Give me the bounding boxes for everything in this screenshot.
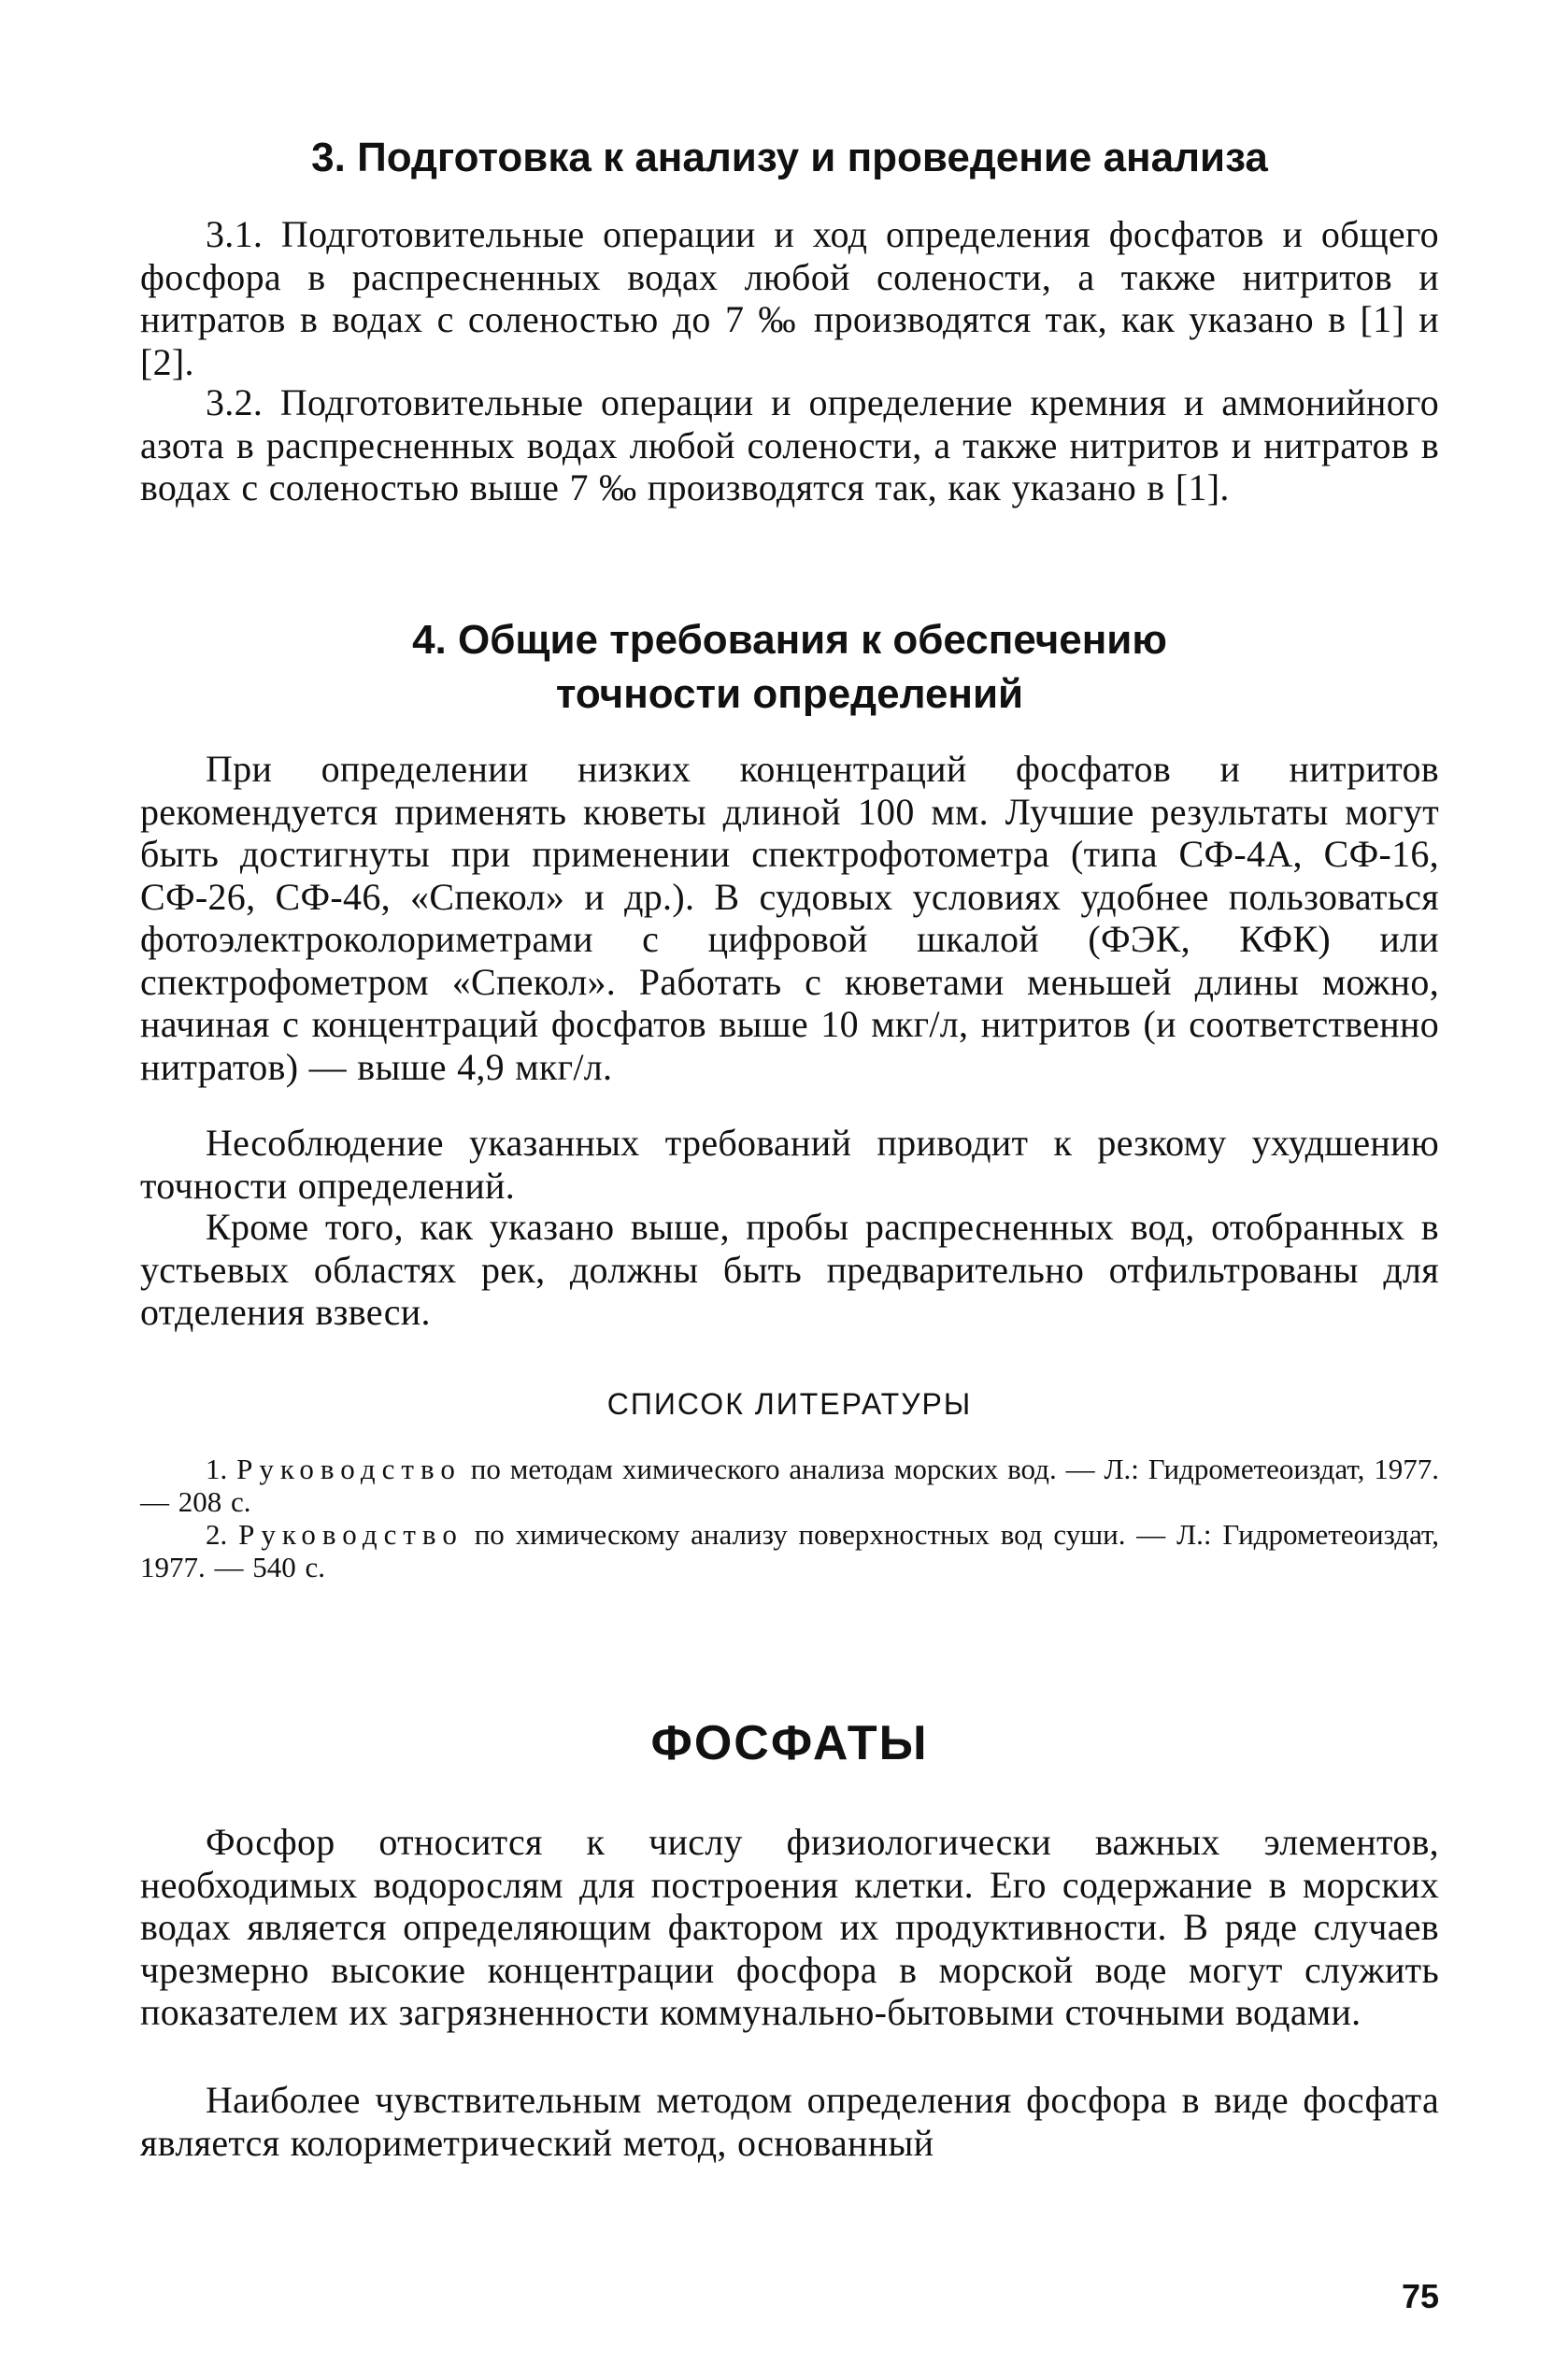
reference-author: Руководство	[236, 1453, 462, 1485]
reference-item	[140, 1518, 1439, 1583]
references-title: СПИСОК ЛИТЕРАТУРЫ	[606, 1387, 973, 1421]
phosphates-paragraph-2-block	[140, 2079, 1439, 2164]
reference-text: по методам химического анализа морских вод. — Л.: Гидрометеоиздат, 1977. — 208 с.	[140, 1453, 1440, 1518]
section-4-paragraph-1: При определении низких концентраций фосфатов и нитритов рекомендуется применять кюветы длиной 100 мм. Лучшие результаты могут быть достигнуты при применении спектрофотометра (типа СФ-4А, СФ-16, СФ-26, СФ-46, «Спекол» и др.). В судовых условиях удобнее пользоваться фотоэлектроколориметрами с цифровой шкалой (ФЭК, КФК) или спектрофометром «Спекол». Работать с кюветами меньшей длины можно, начиная с концентраций фосфатов выше 10 мкг/л, нитритов (и соответственно нитратов) — выше 4,9 мкг/л.	[140, 748, 1439, 1088]
phosphates-paragraph-1-block	[140, 1821, 1439, 2034]
section-4-paragraph-3-block	[140, 1206, 1439, 1334]
section-3-paragraph-2: 3.2. Подготовительные операции и определение кремния и аммонийного азота в распресненных водах любой солености, а также нитритов и нитратов в водах с соленостью выше 7 ‰ производятся так, как указано в [1].	[140, 381, 1439, 508]
reference-number: 1.	[206, 1453, 228, 1485]
section-4-paragraph-1-block	[140, 748, 1439, 1088]
phosphates-paragraph-1: Фосфор относится к числу физиологически важных элементов, необходимых водорослям для построения клетки. Его содержание в морских водах является определяющим фактором их продуктивности. В ряде случаев чрезмерно высокие концентрации фосфора в морской воде могут служить показателем их загрязненности коммунально-бытовыми сточными водами.	[140, 1821, 1439, 2033]
section-3-paragraph-2-block	[140, 381, 1439, 509]
section-3-paragraph-1-block	[140, 213, 1439, 383]
references-list	[140, 1453, 1439, 1583]
page-number: 75	[1401, 2277, 1439, 2315]
document-page	[140, 0, 1439, 2363]
section-4-paragraph-2: Несоблюдение указанных требований приводит к резкому ухудшению точности определений.	[140, 1122, 1439, 1207]
reference-item	[140, 1453, 1439, 1518]
phosphates-paragraph-2: Наиболее чувствительным методом определения фосфора в виде фосфата является колориметрический метод, основанный	[140, 2079, 1439, 2164]
reference-author: Руководство	[238, 1518, 463, 1551]
section-4-paragraph-3: Кроме того, как указано выше, пробы распресненных вод, отобранных в устьевых областях рек, должны быть предварительно отфильтрованы для отделения взвеси.	[140, 1206, 1439, 1333]
section-4-heading	[140, 613, 1439, 722]
section-4-paragraph-2-block	[140, 1122, 1439, 1207]
section-4-heading-line-1: 4. Общие требования к обеспечению	[412, 617, 1167, 663]
phosphates-heading: ФОСФАТЫ	[650, 1716, 929, 1770]
reference-number: 2.	[206, 1518, 228, 1551]
section-3-paragraph-1: 3.1. Подготовительные операции и ход определения фосфатов и общего фосфора в распресненных водах любой солености, а также нитритов и нитратов в водах с соленостью до 7 ‰ производятся так, как указано в [1] и [2].	[140, 213, 1439, 383]
section-3-heading: 3. Подготовка к анализу и проведение анализа	[311, 135, 1268, 180]
section-4-heading-line-2: точности определений	[555, 671, 1024, 717]
reference-text: по химическому анализу поверхностных вод суши. — Л.: Гидрометеоиздат, 1977. — 540 с.	[140, 1518, 1440, 1583]
